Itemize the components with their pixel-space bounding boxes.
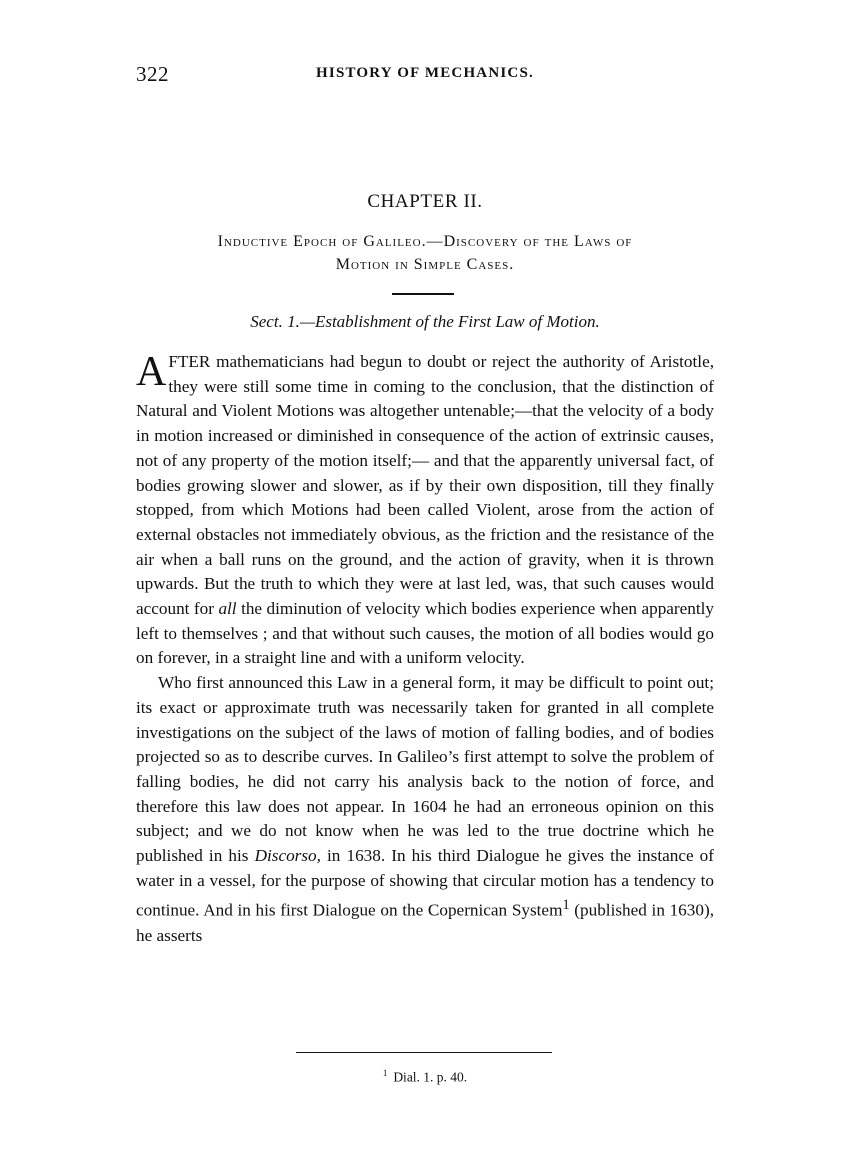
page-number: 322 xyxy=(136,62,169,86)
running-head xyxy=(136,62,714,86)
section-heading xyxy=(136,312,714,332)
paragraph-1-text-b: the diminution of velocity which bodies experience when apparently left to themselves ; and that without such causes, the motion of all bodies would go on forever, in a straight line and with a uniform velocity. xyxy=(136,599,715,668)
paragraph-2-emphasis: Discorso, xyxy=(254,846,321,866)
footnote-rule xyxy=(296,1052,552,1053)
paragraph-1-emphasis: all xyxy=(218,599,237,619)
paragraph-2-text-a: Who first announced this Law in a general form, it may be difficult to point out; its exact or approximate truth was necessarily taken for granted in all complete investigations on the subject of the laws of motion of falling bodies, and of bodies projected so as to describe curves. In Galileo’s first attempt to solve the problem of falling bodies, he did not carry his analysis back to the notion of force, and therefore this law does not appear. In 1604 he had an erroneous opinion on this subject; and we do not know when he was led to the true doctrine which he published in his xyxy=(136,673,714,866)
chapter-subtitle xyxy=(136,230,714,276)
chapter-title: CHAPTER II. xyxy=(367,191,483,212)
paragraph-2-text-b: in 1638. In his third Dialogue he gives the instance of water in a vessel, for the purpose of showing that circular motion has a tendency to continue. And in his first Dialogue on the Copernican System xyxy=(136,846,715,921)
paragraph-2 xyxy=(136,671,714,948)
footnote-marker: 1 xyxy=(382,1068,388,1078)
section-title: Establishment of the First Law of Motion. xyxy=(314,312,600,331)
section-divider-rule xyxy=(392,293,454,295)
paragraph-2-text-c: (published in 1630), he asserts xyxy=(136,901,714,945)
chapter-subtitle-line-2: Motion in Simple Cases. xyxy=(335,256,515,273)
body-text xyxy=(136,350,714,949)
footnote xyxy=(136,1068,714,1086)
running-title: HISTORY OF MECHANICS. xyxy=(316,65,534,81)
chapter-subtitle-line-1: Inductive Epoch of Galileo.—Discovery of the Laws of xyxy=(217,233,633,250)
section-number: Sect. 1.— xyxy=(250,312,315,331)
footnote-reference[interactable]: 1 xyxy=(562,897,570,914)
drop-cap: A xyxy=(136,349,167,395)
paragraph-1 xyxy=(136,350,714,671)
footnote-text: Dial. 1. p. 40. xyxy=(393,1069,468,1085)
paragraph-1-text-a: FTER mathematicians had begun to doubt or reject the authority of Aristotle, they were still some time in coming to the conclusion, that the distinction of Natural and Violent Motions was altogether untenable;—that the velocity of a body in motion increased or diminished in consequence of the action of extrinsic causes, not of any property of the motion itself;— and that the apparently universal fact, of bodies growing slower and slower, as if by their own disposition, till they finally stopped, from which Motions had been called Violent, arose from the action of external obstacles not immediately obvious, as the friction and the resistance of the air when a ball runs on the ground, and the action of gravity, when it is thrown upwards. But the truth to which they were at last led, was, that such causes would account for xyxy=(136,352,714,619)
